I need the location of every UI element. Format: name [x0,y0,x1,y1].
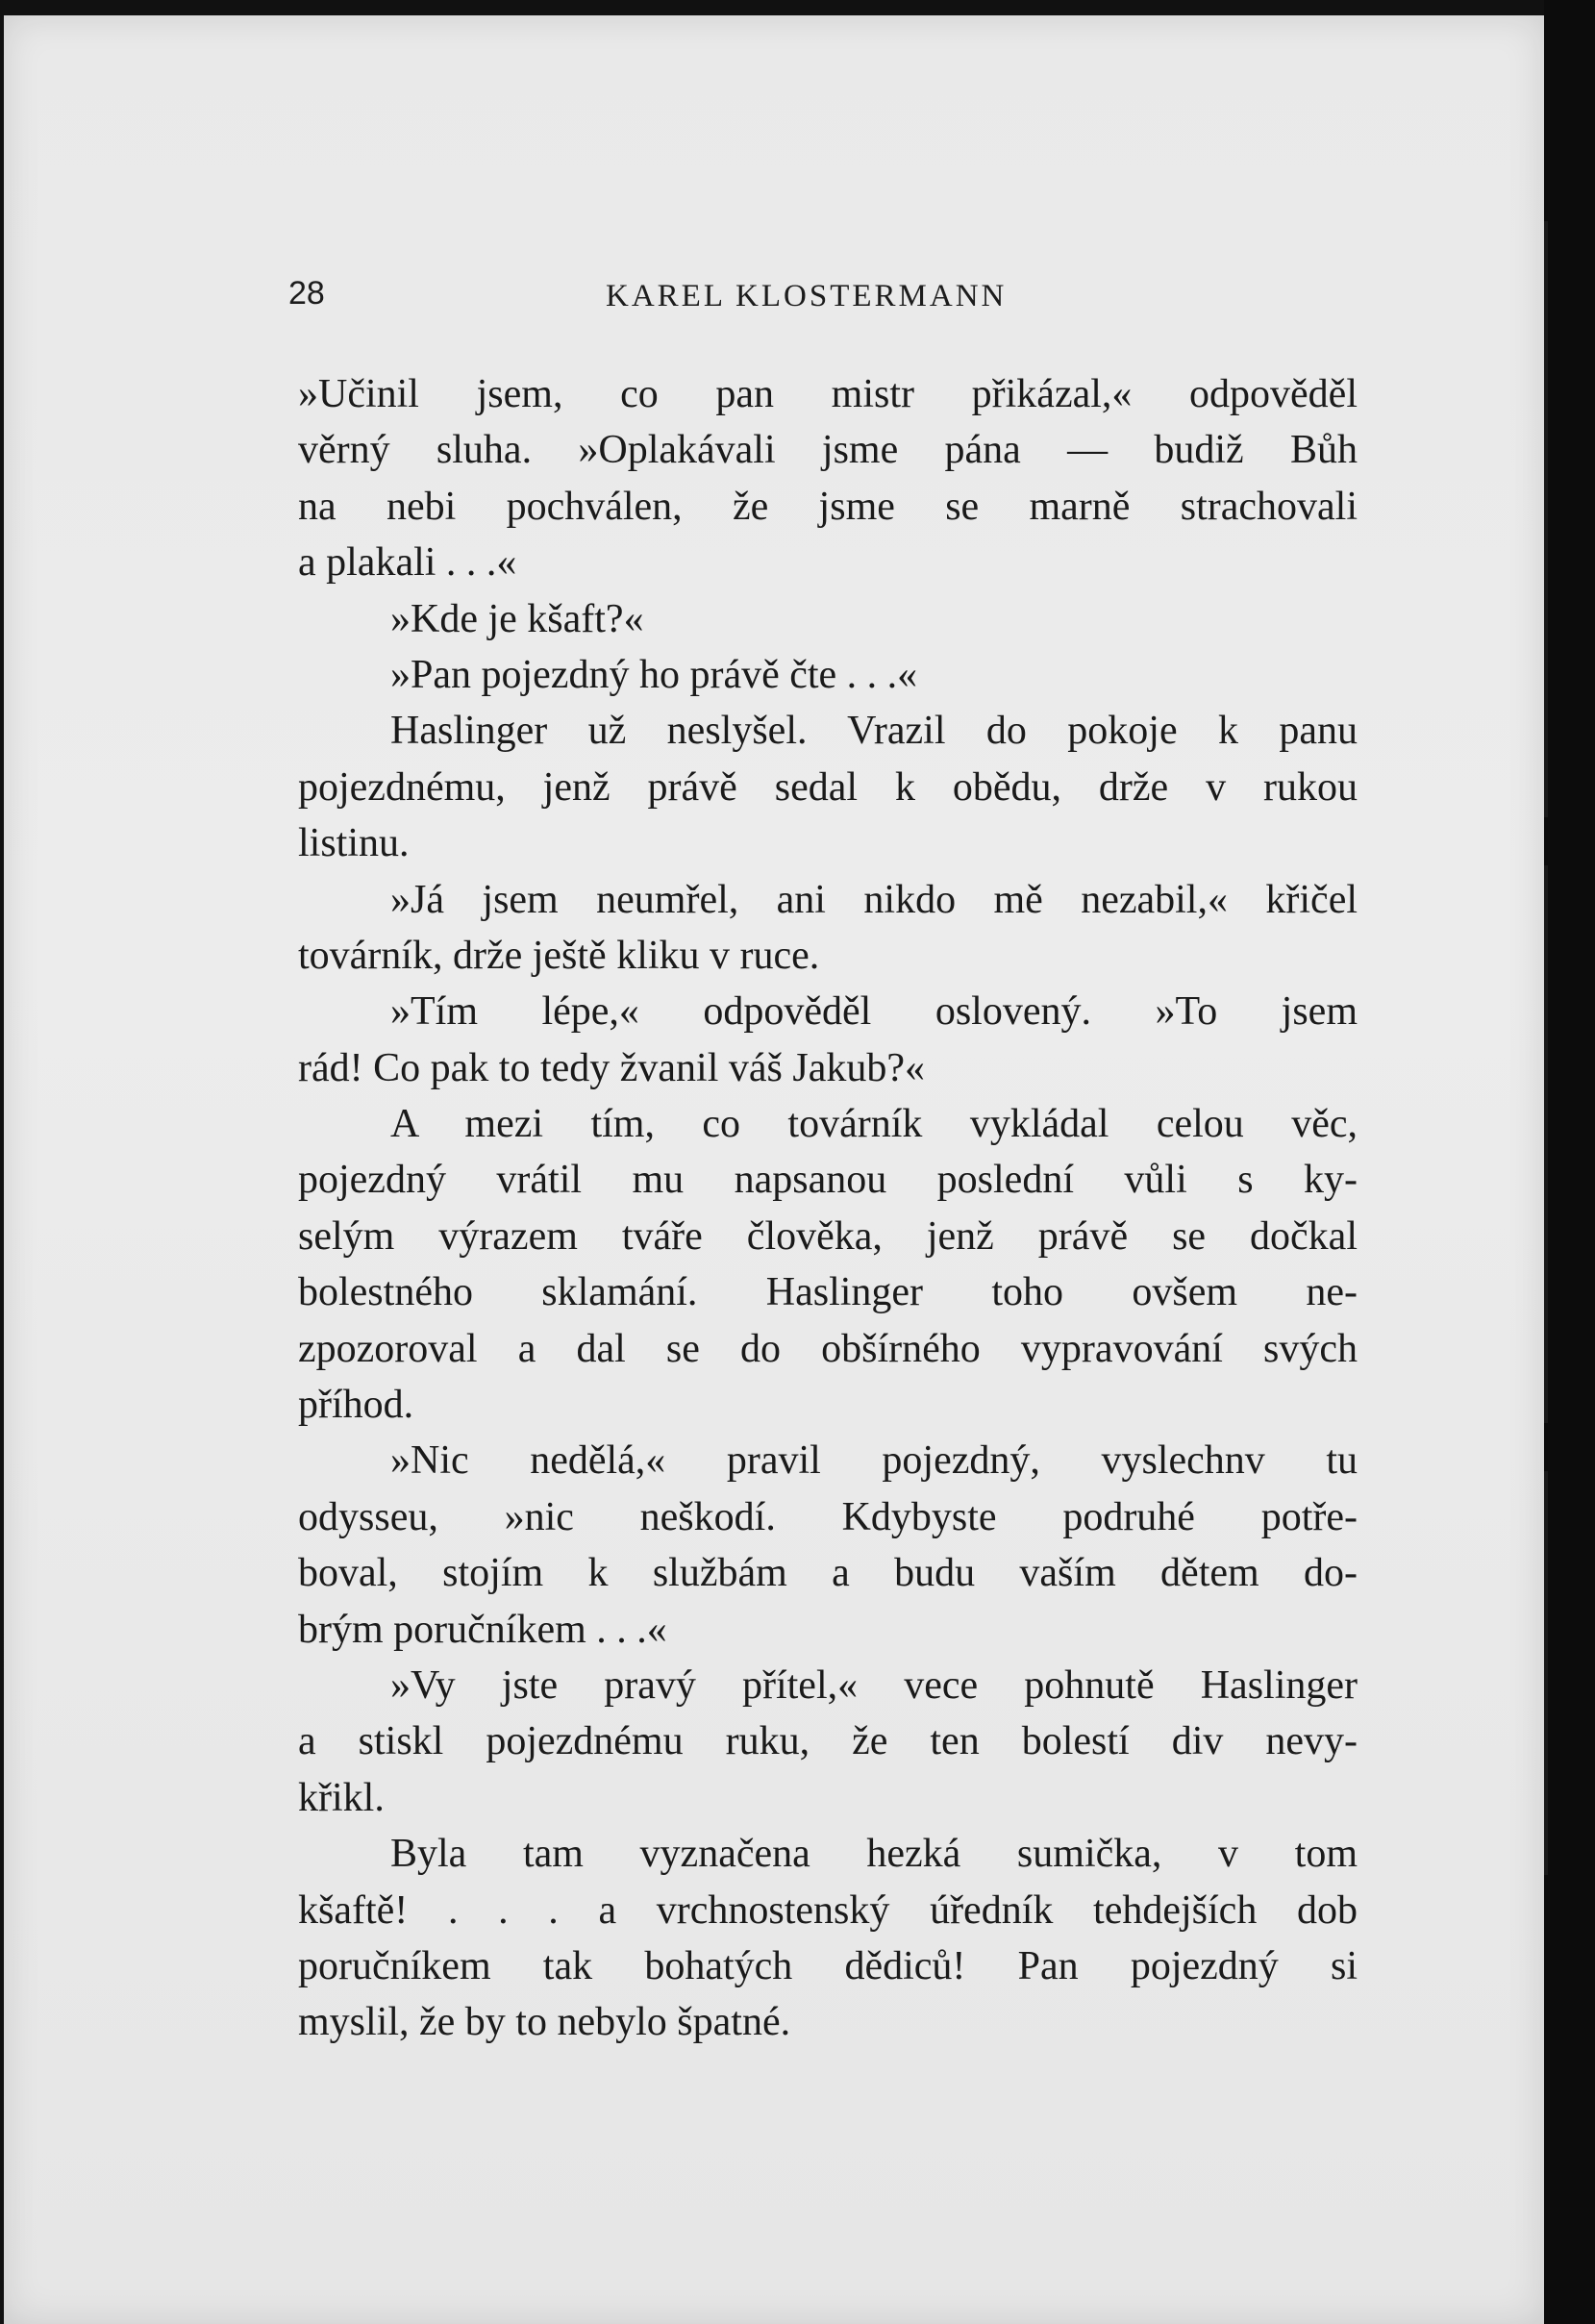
text-line: selým výrazem tváře člověka, jenž právě se dočkal [298,1213,1358,1259]
body-text [298,366,1358,2051]
text-line: Haslinger už neslyšel. Vrazil do pokoje k panu [390,709,1358,754]
text-line: zpozoroval a dal se do obšírného vypravování svých [298,1326,1358,1371]
text-line: »Nic nedělá,« pravil pojezdný, vyslechnv tu [390,1438,1358,1484]
text-line: a plakali . . .« [298,540,517,586]
text-line: na nebi pochválen, že jsme se marně strachovali [298,484,1358,529]
text-line: listinu. [298,821,410,866]
text-line: továrník, drže ještě kliku v ruce. [298,933,820,978]
fold-line [1544,1471,1548,1875]
text-line: a stiskl pojezdnému ruku, že ten bolestí div nevy- [298,1719,1358,1764]
text-line: »Kde je kšaft?« [390,596,644,641]
text-line: křikl. [298,1775,385,1820]
fold-line [1544,865,1548,1423]
page-header [288,273,1365,331]
text-line: příhod. [298,1383,414,1428]
text-line: rád! Co pak to tedy žvanil váš Jakub?« [298,1045,925,1090]
text-line: odysseu, »nic neškodí. Kdybyste podruhé potře- [298,1494,1358,1539]
text-line: myslil, že by to nebylo špatné. [298,2000,791,2045]
running-head: KAREL KLOSTERMANN [606,279,1008,313]
text-line: »Učinil jsem, co pan mistr přikázal,« odpověděl [298,372,1358,416]
text-line: boval, stojím k službám a budu vaším dětem do- [298,1551,1358,1596]
text-line: »Pan pojezdný ho právě čte . . .« [390,652,918,697]
text-line: kšaftě! . . . a vrchnostenský úředník tehdejších dob [298,1887,1358,1933]
text-line: bolestného sklamání. Haslinger toho ovšem ne- [298,1270,1358,1315]
text-line: brým poručníkem . . .« [298,1607,667,1652]
text-line: »Vy jste pravý přítel,« vece pohnutě Haslinger [390,1662,1358,1708]
text-line: »Tím lépe,« odpověděl oslovený. »To jsem [390,989,1358,1035]
text-line: pojezdnému, jenž právě sedal k obědu, drže v rukou [298,764,1358,810]
text-line: »Já jsem neumřel, ani nikdo mě nezabil,« křičel [390,877,1358,922]
text-line: pojezdný vrátil mu napsanou poslední vůli s ky- [298,1158,1358,1203]
text-line: poručníkem tak bohatých dědiců! Pan pojezdný si [298,1943,1358,1988]
page-number: 28 [288,275,325,312]
book-spine-edge [1544,0,1595,2324]
text-line: věrný sluha. »Oplakávali jsme pána — budiž Bůh [298,428,1358,473]
text-line: Byla tam vyznačena hezká sumička, v tom [390,1832,1358,1877]
fold-line [1544,221,1548,817]
text-line: A mezi tím, co továrník vykládal celou věc, [390,1102,1358,1147]
book-page [4,15,1544,2324]
